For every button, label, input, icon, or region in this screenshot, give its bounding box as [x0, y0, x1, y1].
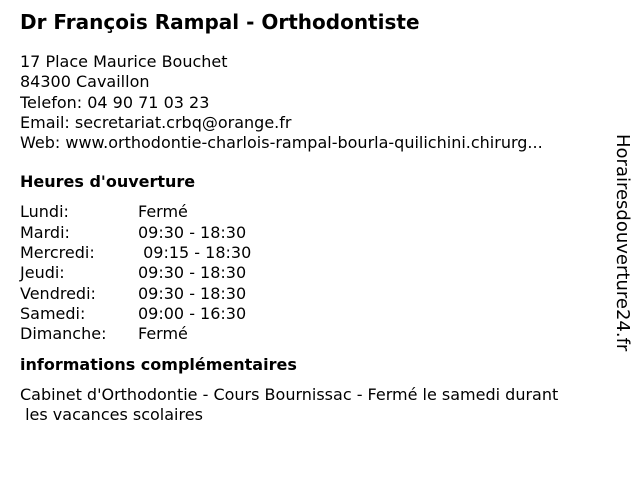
hours-row-saturday — [20, 304, 251, 324]
address-block — [20, 52, 610, 153]
hours-row-tuesday — [20, 223, 251, 243]
address-city: 84300 Cavaillon — [20, 72, 150, 92]
day-hours: 09:30 - 18:30 — [138, 222, 247, 242]
address-street: 17 Place Maurice Bouchet — [20, 52, 228, 71]
day-hours: 09:00 - 16:30 — [138, 303, 247, 323]
day-hours: 09:15 - 18:30 — [138, 243, 252, 263]
day-label: Vendredi: — [20, 283, 96, 303]
hours-row-thursday — [20, 263, 251, 283]
day-label: Lundi: — [20, 202, 69, 222]
day-hours: 09:30 - 18:30 — [138, 263, 247, 283]
day-label: Mardi: — [20, 222, 70, 242]
additional-info-text: Cabinet d'Orthodontie - Cours Bournissac - Fermé le samedi durant les vacances scolaires — [20, 384, 559, 424]
phone-line: Telefon: 04 90 71 03 23 — [20, 92, 210, 112]
day-label: Mercredi: — [20, 243, 95, 263]
email-line: Email: secretariat.crbq@orange.fr — [20, 112, 292, 132]
day-label: Samedi: — [20, 303, 86, 323]
day-hours: Fermé — [138, 324, 188, 344]
site-brand-vertical: Horairesdouverture24.fr — [612, 134, 633, 352]
opening-hours-table — [20, 202, 251, 344]
hours-row-sunday — [20, 324, 251, 344]
day-label: Jeudi: — [20, 263, 65, 283]
hours-row-friday — [20, 284, 251, 304]
hours-row-wednesday — [20, 243, 251, 263]
hours-row-monday — [20, 202, 251, 222]
additional-info-title: informations complémentaires — [20, 354, 297, 374]
business-title: Dr François Rampal - Orthodontiste — [20, 10, 420, 34]
web-line: Web: www.orthodontie-charlois-rampal-bourla-quilichini.chirurg... — [20, 133, 543, 153]
opening-hours-title: Heures d'ouverture — [20, 172, 196, 192]
day-label: Dimanche: — [20, 324, 107, 344]
day-hours: Fermé — [138, 202, 188, 222]
business-card — [20, 10, 610, 425]
day-hours: 09:30 - 18:30 — [138, 283, 247, 303]
